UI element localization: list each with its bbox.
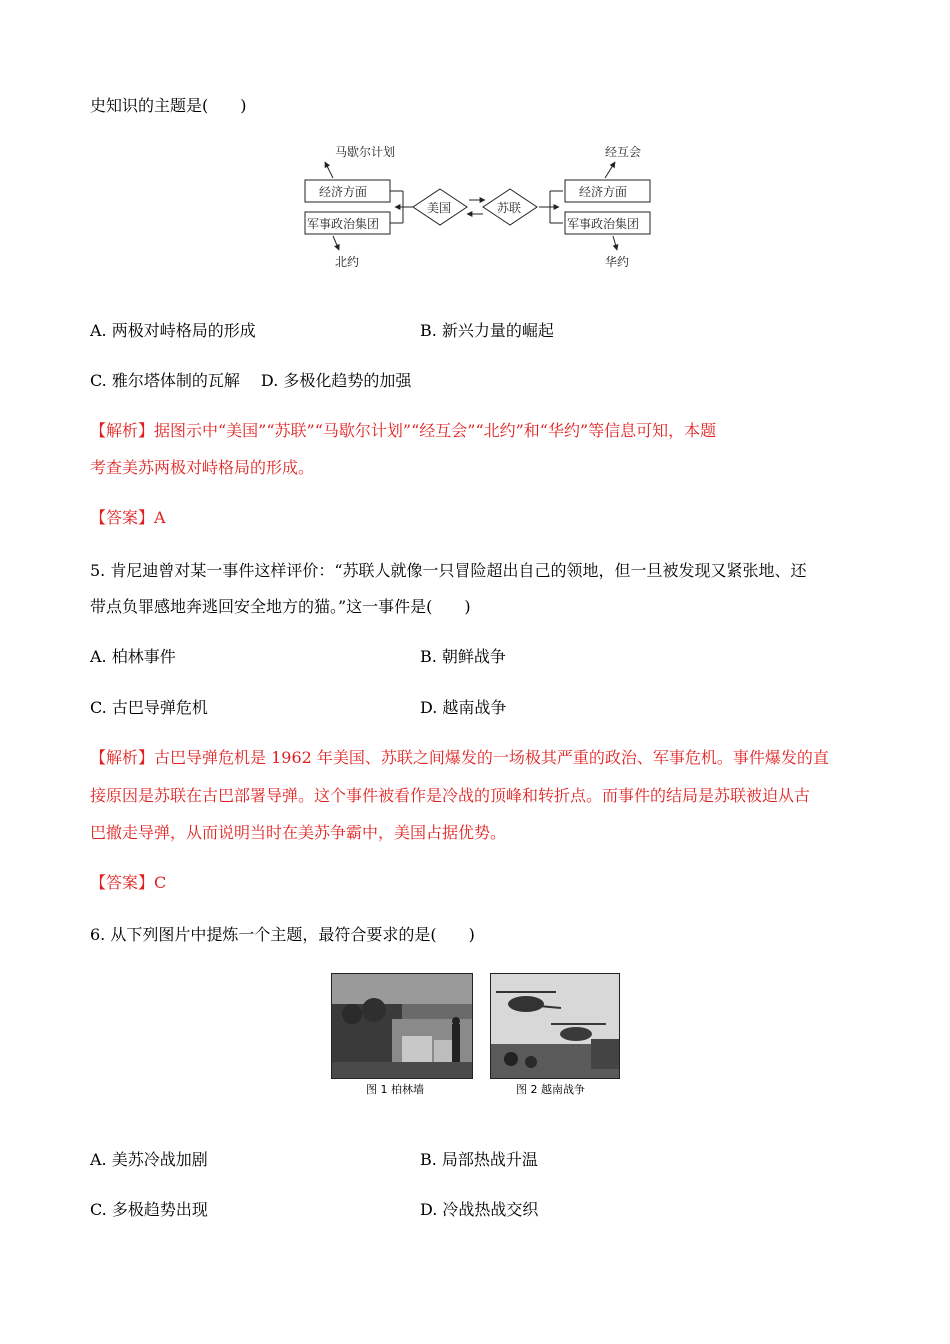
label-warsaw-pact: 华约 xyxy=(605,255,630,269)
vietnam-war-photo xyxy=(490,973,620,1079)
svg-text:经济方面: 经济方面 xyxy=(319,185,368,199)
photo2-caption: 图 2 越南战争 xyxy=(516,1083,585,1096)
q5-analysis-line2: 接原因是苏联在古巴部署导弹。这个事件被看作是冷战的顶峰和转折点。而事件的结局是苏联被迫从古 xyxy=(90,786,811,805)
label-marshall-plan: 马歇尔计划 xyxy=(335,145,396,159)
q6-option-c: C. 多极趋势出现 xyxy=(90,1200,208,1219)
q4-option-a: A. 两极对峙格局的形成 xyxy=(90,321,256,340)
svg-text:美国: 美国 xyxy=(427,201,452,215)
q5-option-d: D. 越南战争 xyxy=(420,698,507,717)
q6-option-a: A. 美苏冷战加剧 xyxy=(90,1150,208,1169)
q4-analysis-line1: 【解析】据图示中“美国”“苏联”“马歇尔计划”“经互会”“北约”和“华约”等信息可知，本题 xyxy=(90,421,717,440)
q4-analysis-line2: 考查美苏两极对峙格局的形成。 xyxy=(90,458,315,477)
q5-option-c: C. 古巴导弹危机 xyxy=(90,698,208,717)
q6-stem: 6. 从下列图片中提炼一个主题，最符合要求的是( ) xyxy=(90,925,475,944)
q5-analysis-line3: 巴撤走导弹，从而说明当时在美苏争霸中，美国占据优势。 xyxy=(90,823,507,842)
q5-answer: 【答案】C xyxy=(90,873,167,892)
svg-text:苏联: 苏联 xyxy=(497,201,522,215)
berlin-wall-photo xyxy=(331,973,473,1079)
photo1-caption: 图 1 柏林墙 xyxy=(366,1083,424,1096)
label-comecon: 经互会 xyxy=(605,145,642,159)
q5-analysis-line1: 【解析】古巴导弹危机是 1962 年美国、苏联之间爆发的一场极其严重的政治、军事危机。事件爆发的直 xyxy=(90,748,829,767)
label-nato: 北约 xyxy=(335,255,360,269)
q4-answer: 【答案】A xyxy=(90,508,166,527)
q5-option-a: A. 柏林事件 xyxy=(90,647,176,666)
svg-text:军事政治集团: 军事政治集团 xyxy=(307,217,380,231)
cold-war-diagram xyxy=(295,140,665,275)
svg-text:军事政治集团: 军事政治集团 xyxy=(567,217,640,231)
question-4-stem-tail: 史知识的主题是( ) xyxy=(90,96,247,115)
q5-stem-line2: 带点负罪感地奔逃回安全地方的猫。”这一事件是( ) xyxy=(90,597,471,616)
q4-option-c-d: C. 雅尔塔体制的瓦解 D. 多极化趋势的加强 xyxy=(90,371,412,390)
q5-stem-line1: 5. 肯尼迪曾对某一事件这样评价：“苏联人就像一只冒险超出自己的领地，但一旦被发现又紧张地、还 xyxy=(90,561,807,580)
svg-text:经济方面: 经济方面 xyxy=(579,185,628,199)
q5-option-b: B. 朝鲜战争 xyxy=(420,647,506,666)
q6-option-b: B. 局部热战升温 xyxy=(420,1150,538,1169)
q4-option-b: B. 新兴力量的崛起 xyxy=(420,321,554,340)
q6-option-d: D. 冷战热战交织 xyxy=(420,1200,539,1219)
